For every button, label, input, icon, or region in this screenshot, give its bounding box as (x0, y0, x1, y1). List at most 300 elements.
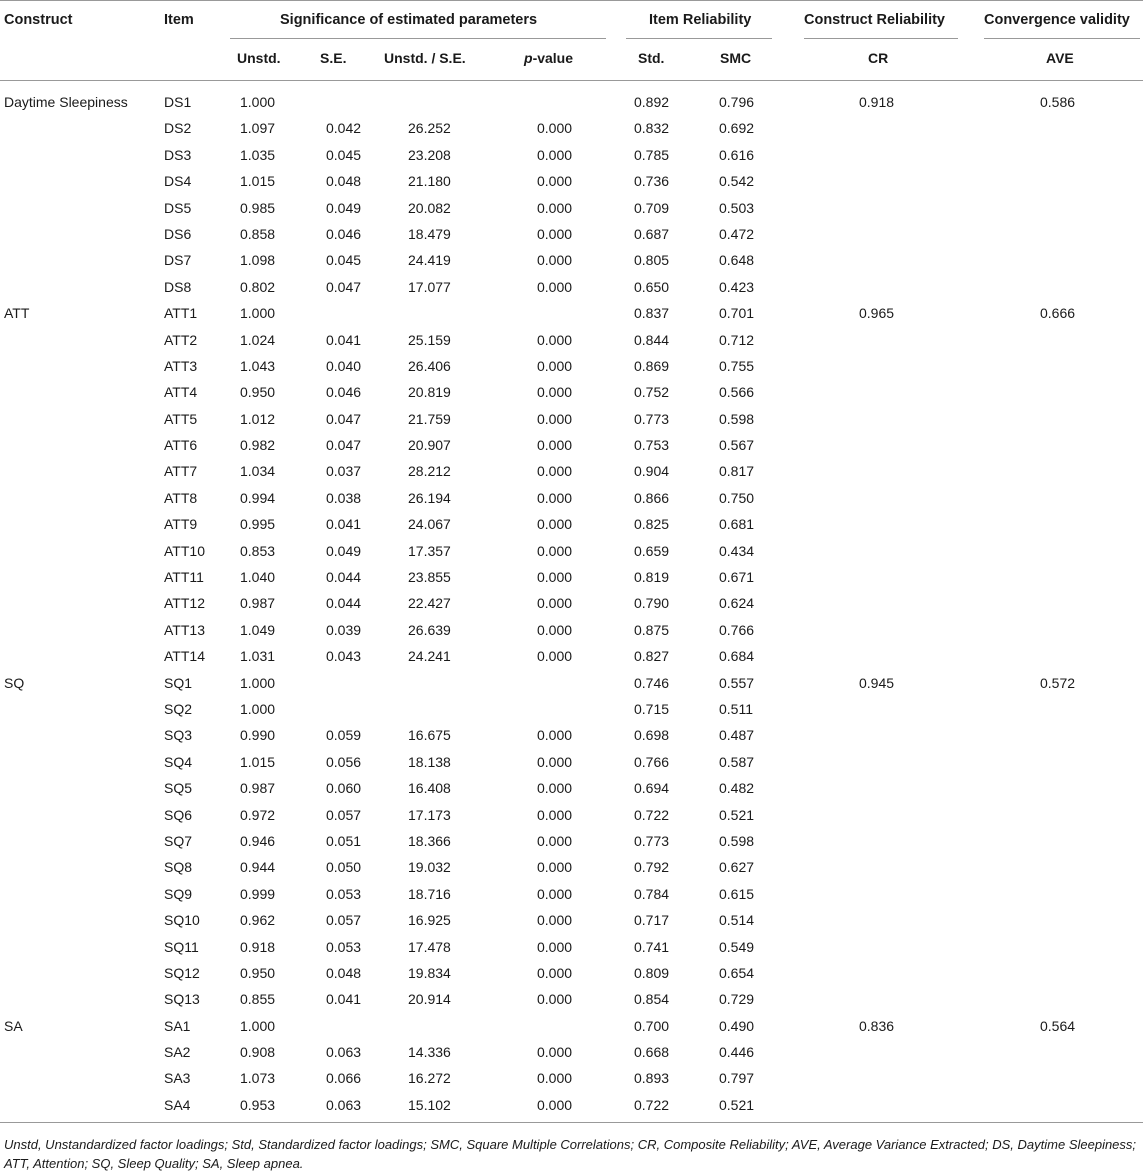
std-cell: 0.844 (634, 331, 670, 348)
table-row (0, 775, 1143, 801)
item-cell: DS2 (164, 120, 192, 137)
header-unstd: Unstd. (237, 50, 281, 66)
item-cell: SQ2 (164, 700, 193, 717)
smc-cell: 0.503 (719, 199, 755, 216)
std-cell: 0.827 (634, 648, 670, 665)
unstd-se-cell: 20.907 (408, 437, 451, 454)
table-row (0, 828, 1143, 854)
table-row (0, 195, 1143, 221)
table-row (0, 617, 1143, 643)
se-cell: 0.043 (326, 648, 362, 665)
unstd-cell: 1.015 (240, 753, 276, 770)
std-cell: 0.694 (634, 780, 670, 797)
std-cell: 0.746 (634, 674, 670, 691)
item-cell: DS7 (164, 252, 192, 269)
std-cell: 0.869 (634, 357, 670, 374)
header-p-suffix: -value (532, 50, 574, 66)
unstd-se-cell: 18.479 (408, 225, 451, 242)
unstd-se-cell: 19.032 (408, 859, 451, 876)
unstd-cell: 1.031 (240, 648, 276, 665)
p-value-cell: 0.000 (537, 964, 573, 981)
table-row (0, 960, 1143, 986)
table-row (0, 538, 1143, 564)
p-value-cell: 0.000 (537, 331, 573, 348)
se-cell: 0.047 (326, 278, 362, 295)
header-item-reliability-group: Item Reliability (649, 12, 752, 28)
se-cell: 0.051 (326, 832, 362, 849)
header-std: Std. (638, 50, 665, 66)
table-row (0, 485, 1143, 511)
smc-cell: 0.598 (719, 832, 755, 849)
header-significance-group: Significance of estimated parameters (280, 12, 538, 28)
unstd-cell: 1.049 (240, 621, 276, 638)
std-cell: 0.892 (634, 94, 670, 110)
header-bottom-rule (0, 80, 1143, 81)
unstd-cell: 0.987 (240, 595, 276, 612)
table-row (0, 881, 1143, 907)
std-cell: 0.722 (634, 1096, 670, 1113)
unstd-se-cell: 20.819 (408, 384, 451, 401)
smc-cell: 0.701 (719, 305, 755, 322)
p-value-cell: 0.000 (537, 621, 573, 638)
smc-cell: 0.796 (719, 94, 755, 110)
se-cell: 0.041 (326, 516, 362, 533)
unstd-se-cell: 24.241 (408, 648, 451, 665)
se-cell: 0.047 (326, 437, 362, 454)
item-cell: DS8 (164, 278, 192, 295)
unstd-se-cell: 15.102 (408, 1096, 451, 1113)
item-cell: ATT9 (164, 516, 198, 533)
table-bottom-rule (0, 1122, 1143, 1123)
header-convergence-validity-group: Convergence validity (984, 12, 1130, 28)
unstd-cell: 0.995 (240, 516, 276, 533)
header-item: Item (164, 12, 194, 28)
std-cell: 0.668 (634, 1044, 670, 1061)
std-cell: 0.752 (634, 384, 670, 401)
table-top-rule (0, 0, 1143, 1)
p-value-cell: 0.000 (537, 753, 573, 770)
std-cell: 0.784 (634, 885, 670, 902)
p-value-cell: 0.000 (537, 806, 573, 823)
construct-cell: ATT (4, 305, 30, 322)
item-cell: SQ7 (164, 832, 193, 849)
unstd-cell: 1.034 (240, 463, 276, 480)
ave-cell: 0.586 (1040, 94, 1076, 110)
unstd-se-cell: 16.272 (408, 1070, 451, 1087)
p-value-cell: 0.000 (537, 1044, 573, 1061)
item-cell: SA3 (164, 1070, 191, 1087)
unstd-cell: 1.000 (240, 94, 276, 110)
cr-cell: 0.945 (859, 674, 895, 691)
smc-cell: 0.487 (719, 727, 755, 744)
std-cell: 0.866 (634, 489, 670, 506)
item-cell: DS3 (164, 146, 192, 163)
p-value-cell: 0.000 (537, 1070, 573, 1087)
unstd-se-cell: 23.855 (408, 569, 451, 586)
table-row (0, 907, 1143, 933)
item-cell: ATT3 (164, 357, 198, 374)
item-cell: SQ1 (164, 674, 193, 691)
p-value-cell: 0.000 (537, 463, 573, 480)
unstd-se-cell: 17.173 (408, 806, 451, 823)
table-row (0, 986, 1143, 1012)
table-row (0, 749, 1143, 775)
smc-cell: 0.521 (719, 806, 755, 823)
table-row (0, 458, 1143, 484)
std-cell: 0.698 (634, 727, 670, 744)
se-cell: 0.046 (326, 384, 362, 401)
p-value-cell: 0.000 (537, 1096, 573, 1113)
item-reliability-group-rule (626, 38, 772, 39)
construct-reliability-group-rule (804, 38, 958, 39)
unstd-cell: 0.853 (240, 542, 276, 559)
smc-cell: 0.648 (719, 252, 755, 269)
table-row (0, 168, 1143, 194)
smc-cell: 0.434 (719, 542, 755, 559)
item-cell: SQ6 (164, 806, 193, 823)
table-row (0, 1092, 1143, 1118)
smc-cell: 0.511 (719, 700, 753, 717)
header-cr: CR (868, 50, 889, 66)
table-row (0, 1013, 1143, 1039)
item-cell: DS6 (164, 225, 192, 242)
header-smc: SMC (720, 50, 752, 66)
p-value-cell: 0.000 (537, 173, 573, 190)
table-row (0, 221, 1143, 247)
unstd-se-cell: 21.180 (408, 173, 451, 190)
p-value-cell: 0.000 (537, 859, 573, 876)
smc-cell: 0.654 (719, 964, 755, 981)
std-cell: 0.722 (634, 806, 670, 823)
std-cell: 0.792 (634, 859, 670, 876)
unstd-cell: 1.043 (240, 357, 276, 374)
p-value-cell: 0.000 (537, 938, 573, 955)
smc-cell: 0.490 (719, 1017, 755, 1034)
item-cell: SQ5 (164, 780, 193, 797)
smc-cell: 0.514 (719, 912, 755, 929)
std-cell: 0.790 (634, 595, 670, 612)
header-ave: AVE (1046, 50, 1074, 66)
item-cell: SA1 (164, 1017, 191, 1034)
se-cell: 0.049 (326, 542, 362, 559)
unstd-cell: 0.999 (240, 885, 276, 902)
se-cell: 0.057 (326, 806, 362, 823)
std-cell: 0.650 (634, 278, 670, 295)
unstd-cell: 0.944 (240, 859, 276, 876)
se-cell: 0.047 (326, 410, 362, 427)
table-row (0, 802, 1143, 828)
unstd-cell: 0.950 (240, 964, 276, 981)
smc-cell: 0.671 (719, 569, 755, 586)
unstd-se-cell: 18.716 (408, 885, 451, 902)
se-cell: 0.050 (326, 859, 362, 876)
p-value-cell: 0.000 (537, 146, 573, 163)
header-unstd-se: Unstd. / S.E. (384, 50, 466, 66)
unstd-se-cell: 17.357 (408, 542, 451, 559)
unstd-se-cell: 25.159 (408, 331, 451, 348)
table-row (0, 432, 1143, 458)
unstd-se-cell: 16.408 (408, 780, 451, 797)
se-cell: 0.044 (326, 595, 362, 612)
std-cell: 0.741 (634, 938, 670, 955)
smc-cell: 0.627 (719, 859, 755, 876)
construct-cell: Daytime Sleepiness (4, 94, 128, 110)
std-cell: 0.717 (634, 912, 670, 929)
unstd-se-cell: 26.252 (408, 120, 451, 137)
unstd-se-cell: 19.834 (408, 964, 451, 981)
table-row (0, 327, 1143, 353)
unstd-cell: 0.855 (240, 991, 276, 1008)
std-cell: 0.893 (634, 1070, 670, 1087)
unstd-cell: 0.982 (240, 437, 276, 454)
se-cell: 0.046 (326, 225, 362, 242)
std-cell: 0.825 (634, 516, 670, 533)
table-row (0, 564, 1143, 590)
p-value-cell: 0.000 (537, 225, 573, 242)
std-cell: 0.854 (634, 991, 670, 1008)
smc-cell: 0.684 (719, 648, 755, 665)
std-cell: 0.773 (634, 410, 670, 427)
table-row (0, 274, 1143, 300)
table-row (0, 379, 1143, 405)
item-cell: ATT4 (164, 384, 198, 401)
std-cell: 0.832 (634, 120, 670, 137)
table-row (0, 353, 1143, 379)
table-row (0, 934, 1143, 960)
se-cell: 0.039 (326, 621, 362, 638)
p-value-cell: 0.000 (537, 437, 573, 454)
smc-cell: 0.615 (719, 885, 755, 902)
se-cell: 0.057 (326, 912, 362, 929)
unstd-cell: 1.073 (240, 1070, 276, 1087)
unstd-cell: 0.908 (240, 1044, 276, 1061)
cr-cell: 0.918 (859, 94, 895, 110)
item-cell: ATT14 (164, 648, 205, 665)
unstd-se-cell: 24.419 (408, 252, 451, 269)
se-cell: 0.048 (326, 173, 362, 190)
header-p-value (524, 50, 573, 66)
unstd-se-cell: 20.914 (408, 991, 451, 1008)
smc-cell: 0.624 (719, 595, 755, 612)
unstd-se-cell: 18.138 (408, 753, 451, 770)
construct-cell: SQ (4, 674, 25, 691)
item-cell: ATT1 (164, 305, 198, 322)
se-cell: 0.053 (326, 938, 362, 955)
smc-cell: 0.797 (719, 1070, 755, 1087)
unstd-cell: 0.802 (240, 278, 276, 295)
header-p-letter: p (524, 50, 533, 66)
table-row (0, 643, 1143, 669)
unstd-se-cell: 28.212 (408, 463, 451, 480)
cr-cell: 0.965 (859, 305, 895, 322)
table-row (0, 406, 1143, 432)
se-cell: 0.040 (326, 357, 362, 374)
std-cell: 0.773 (634, 832, 670, 849)
table-row (0, 89, 1143, 115)
item-cell: DS5 (164, 199, 192, 216)
se-cell: 0.041 (326, 331, 362, 348)
item-cell: ATT6 (164, 437, 198, 454)
p-value-cell: 0.000 (537, 542, 573, 559)
std-cell: 0.805 (634, 252, 670, 269)
smc-cell: 0.446 (719, 1044, 755, 1061)
smc-cell: 0.598 (719, 410, 755, 427)
smc-cell: 0.681 (719, 516, 755, 533)
smc-cell: 0.616 (719, 146, 755, 163)
unstd-cell: 0.985 (240, 199, 276, 216)
unstd-cell: 1.015 (240, 173, 276, 190)
se-cell: 0.059 (326, 727, 362, 744)
item-cell: DS4 (164, 173, 192, 190)
smc-cell: 0.712 (719, 331, 755, 348)
se-cell: 0.037 (326, 463, 362, 480)
se-cell: 0.060 (326, 780, 362, 797)
table-row (0, 722, 1143, 748)
item-cell: SQ12 (164, 964, 200, 981)
smc-cell: 0.557 (719, 674, 755, 691)
p-value-cell: 0.000 (537, 120, 573, 137)
std-cell: 0.904 (634, 463, 670, 480)
item-cell: SA2 (164, 1044, 191, 1061)
std-cell: 0.715 (634, 700, 670, 717)
smc-cell: 0.542 (719, 173, 755, 190)
header-construct: Construct (4, 12, 73, 28)
p-value-cell: 0.000 (537, 595, 573, 612)
smc-cell: 0.521 (719, 1096, 755, 1113)
table-row (0, 1039, 1143, 1065)
p-value-cell: 0.000 (537, 780, 573, 797)
unstd-cell: 0.858 (240, 225, 276, 242)
smc-cell: 0.549 (719, 938, 755, 955)
p-value-cell: 0.000 (537, 199, 573, 216)
unstd-cell: 1.098 (240, 252, 276, 269)
item-cell: SQ13 (164, 991, 200, 1008)
se-cell: 0.063 (326, 1096, 362, 1113)
item-cell: ATT10 (164, 542, 205, 559)
unstd-cell: 1.000 (240, 674, 276, 691)
unstd-cell: 0.946 (240, 832, 276, 849)
table-row (0, 300, 1143, 326)
smc-cell: 0.729 (719, 991, 755, 1008)
item-cell: ATT11 (164, 569, 204, 586)
ave-cell: 0.572 (1040, 674, 1076, 691)
p-value-cell: 0.000 (537, 516, 573, 533)
table-row (0, 247, 1143, 273)
unstd-se-cell: 17.077 (408, 278, 451, 295)
std-cell: 0.809 (634, 964, 670, 981)
se-cell: 0.044 (326, 569, 362, 586)
se-cell: 0.041 (326, 991, 362, 1008)
unstd-cell: 0.918 (240, 938, 276, 955)
p-value-cell: 0.000 (537, 489, 573, 506)
smc-cell: 0.817 (719, 463, 755, 480)
smc-cell: 0.566 (719, 384, 755, 401)
unstd-se-cell: 26.406 (408, 357, 451, 374)
unstd-cell: 0.990 (240, 727, 276, 744)
smc-cell: 0.567 (719, 437, 755, 454)
unstd-cell: 1.012 (240, 410, 276, 427)
se-cell: 0.053 (326, 885, 362, 902)
item-cell: DS1 (164, 94, 192, 110)
se-cell: 0.045 (326, 146, 362, 163)
unstd-cell: 0.994 (240, 489, 276, 506)
smc-cell: 0.482 (719, 780, 755, 797)
item-cell: SQ8 (164, 859, 193, 876)
unstd-se-cell: 20.082 (408, 199, 451, 216)
item-cell: SQ4 (164, 753, 193, 770)
std-cell: 0.753 (634, 437, 670, 454)
unstd-se-cell: 23.208 (408, 146, 451, 163)
item-cell: SQ9 (164, 885, 193, 902)
p-value-cell: 0.000 (537, 410, 573, 427)
unstd-se-cell: 26.194 (408, 489, 451, 506)
table-body (0, 89, 1143, 1118)
table-row (0, 696, 1143, 722)
se-cell: 0.048 (326, 964, 362, 981)
p-value-cell: 0.000 (537, 648, 573, 665)
unstd-cell: 0.953 (240, 1096, 276, 1113)
unstd-cell: 1.035 (240, 146, 276, 163)
std-cell: 0.687 (634, 225, 670, 242)
std-cell: 0.819 (634, 569, 670, 586)
item-cell: ATT13 (164, 621, 205, 638)
std-cell: 0.736 (634, 173, 670, 190)
smc-cell: 0.423 (719, 278, 755, 295)
p-value-cell: 0.000 (537, 384, 573, 401)
construct-cell: SA (4, 1017, 23, 1034)
se-cell: 0.045 (326, 252, 362, 269)
se-cell: 0.038 (326, 489, 362, 506)
unstd-cell: 1.000 (240, 1017, 276, 1034)
convergence-validity-group-rule (984, 38, 1140, 39)
unstd-se-cell: 18.366 (408, 832, 451, 849)
smc-cell: 0.750 (719, 489, 755, 506)
item-cell: ATT12 (164, 595, 205, 612)
item-cell: SA4 (164, 1096, 191, 1113)
std-cell: 0.837 (634, 305, 670, 322)
unstd-se-cell: 24.067 (408, 516, 451, 533)
p-value-cell: 0.000 (537, 912, 573, 929)
p-value-cell: 0.000 (537, 832, 573, 849)
p-value-cell: 0.000 (537, 278, 573, 295)
std-cell: 0.659 (634, 542, 670, 559)
smc-cell: 0.587 (719, 753, 755, 770)
p-value-cell: 0.000 (537, 569, 573, 586)
se-cell: 0.049 (326, 199, 362, 216)
p-value-cell: 0.000 (537, 885, 573, 902)
significance-group-rule (230, 38, 606, 39)
unstd-se-cell: 26.639 (408, 621, 451, 638)
p-value-cell: 0.000 (537, 727, 573, 744)
unstd-cell: 1.000 (240, 305, 276, 322)
unstd-se-cell: 16.675 (408, 727, 451, 744)
se-cell: 0.063 (326, 1044, 362, 1061)
table-row (0, 1065, 1143, 1091)
unstd-cell: 1.040 (240, 569, 276, 586)
std-cell: 0.785 (634, 146, 670, 163)
item-cell: SQ3 (164, 727, 193, 744)
unstd-cell: 0.950 (240, 384, 276, 401)
p-value-cell: 0.000 (537, 252, 573, 269)
ave-cell: 0.666 (1040, 305, 1076, 322)
unstd-se-cell: 21.759 (408, 410, 451, 427)
table-row (0, 854, 1143, 880)
table-row (0, 590, 1143, 616)
smc-cell: 0.755 (719, 357, 755, 374)
unstd-cell: 1.097 (240, 120, 276, 137)
item-cell: SQ11 (164, 938, 199, 955)
se-cell: 0.066 (326, 1070, 362, 1087)
